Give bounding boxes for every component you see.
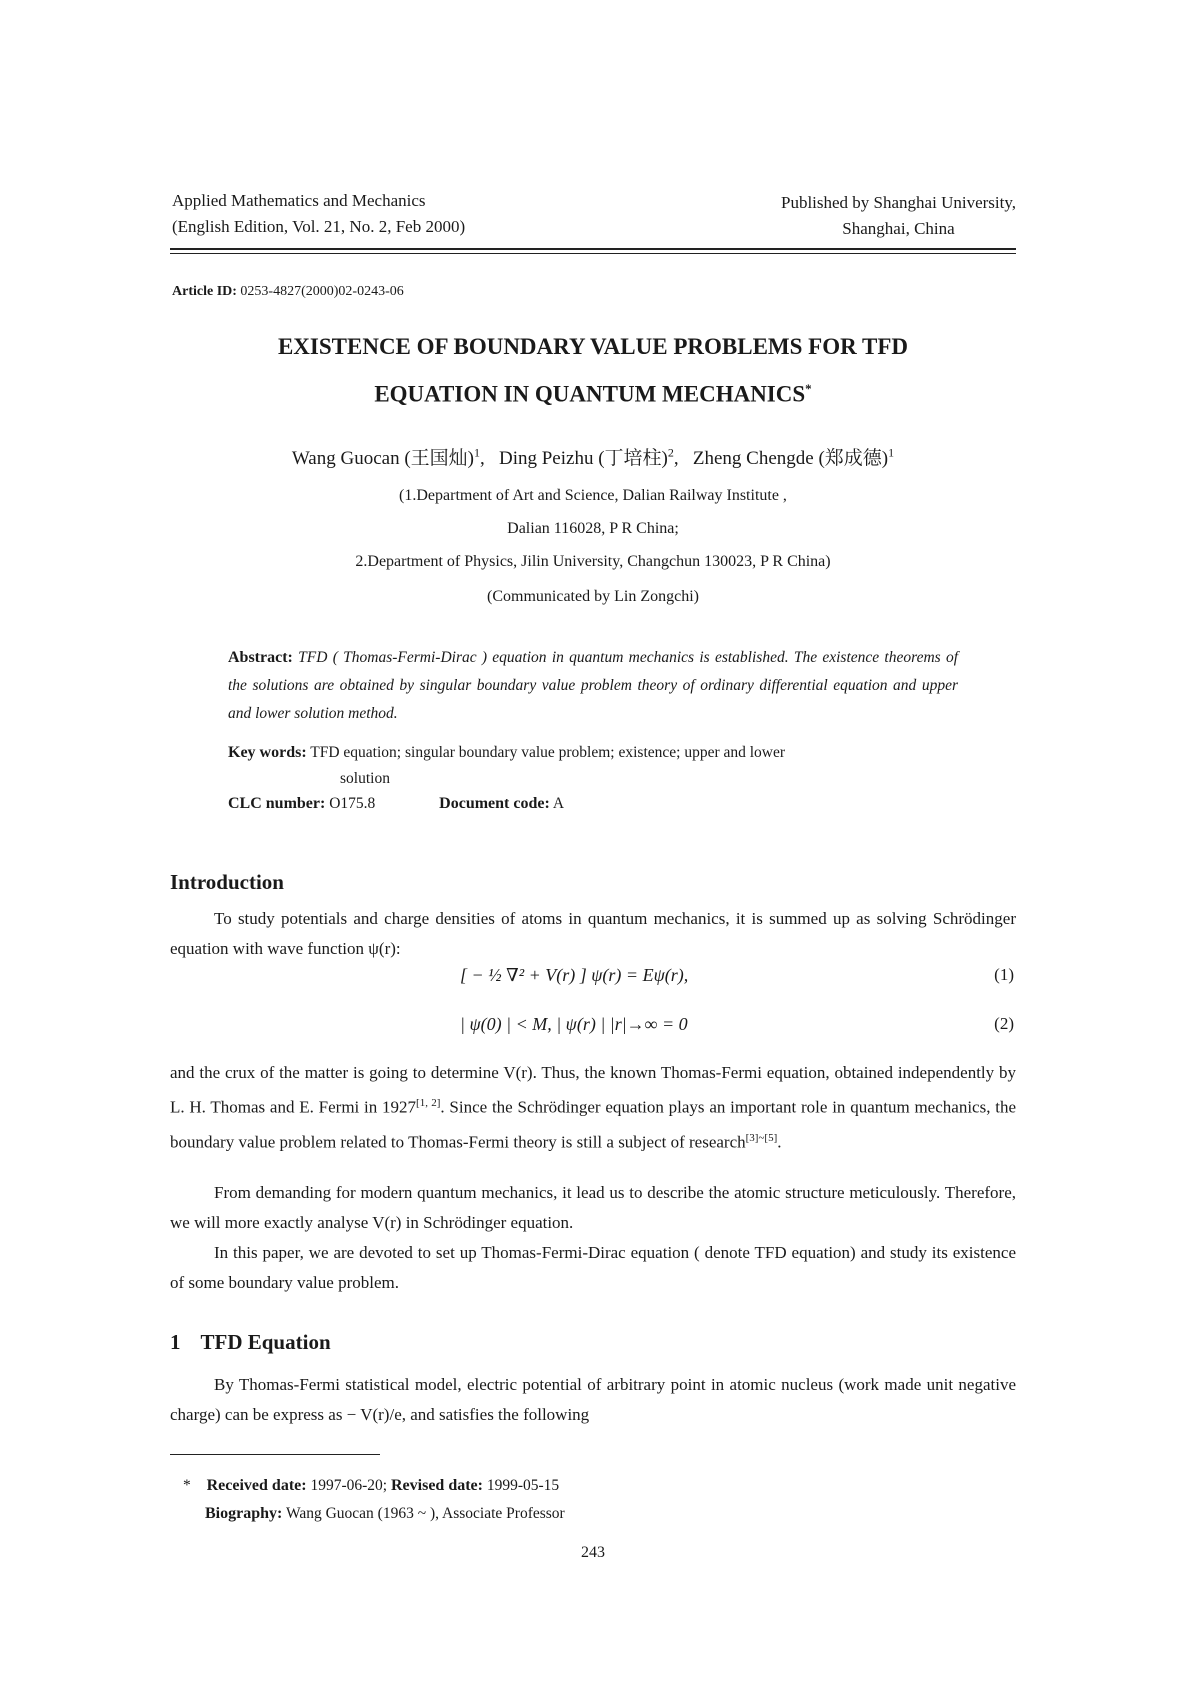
equation-1: [ − ½ ∇² + V(r) ] ψ(r) = Eψ(r), (460, 965, 689, 985)
author-separator: , (479, 448, 495, 469)
citation: [1, 2] (416, 1097, 441, 1109)
section-heading-introduction: Introduction (170, 870, 284, 894)
title-line-1: EXISTENCE OF BOUNDARY VALUE PROBLEMS FOR TFD (277, 334, 909, 359)
equation-number: (2) (994, 1014, 1014, 1033)
affiliation-line: 2.Department of Physics, Jilin University, Changchun 130023, P R China) (355, 553, 831, 570)
publisher-name: Published by Shanghai University, (781, 193, 1016, 212)
author-name: Zheng Chengde (郑成德) (692, 448, 889, 469)
classification (228, 795, 564, 813)
footnote-dates (183, 1472, 560, 1500)
journal-edition: (English Edition, Vol. 21, No. 2, Feb 2000) (172, 217, 466, 236)
title-footnote-mark: * (805, 381, 812, 396)
biography-text: Wang Guocan (1963 ~ ), Associate Professor (285, 1505, 565, 1522)
paragraph-text: and the crux of the matter is going to determine V(r). Thus, the known Thomas-Fermi equation, obtained independently by L. H. Thomas and E. Fermi in 1927 (170, 1063, 1016, 1117)
author-affiliation-mark: 2 (667, 445, 674, 460)
author-affiliation-mark: 1 (473, 445, 480, 460)
paragraph (170, 1058, 1016, 1157)
publisher-location: Shanghai, China (842, 219, 955, 238)
publisher-header (781, 190, 1016, 242)
author-affiliation-mark: 1 (888, 445, 895, 460)
journal-name: Applied Mathematics and Mechanics (172, 191, 426, 210)
received-date: 1997-06-20; (310, 1477, 388, 1494)
paragraph: In this paper, we are devoted to set up Thomas-Fermi-Dirac equation ( denote TFD equation) and study its existence of some boundary value problem. (170, 1243, 1016, 1292)
article-id (172, 284, 404, 300)
equation-number: (1) (994, 965, 1014, 984)
abstract (228, 644, 958, 728)
header-rule-thick (170, 248, 1016, 250)
affiliation-line: (1.Department of Art and Science, Dalian Railway Institute , (399, 487, 787, 504)
keywords-text: TFD equation; singular boundary value problem; existence; upper and lower (310, 744, 786, 761)
document-code-label: Document code: (439, 795, 550, 812)
keywords-continuation: solution (340, 770, 390, 787)
footnote-rule (170, 1454, 380, 1455)
author-separator: , (673, 448, 689, 469)
paragraph-text: . (777, 1132, 782, 1152)
journal-header (172, 188, 465, 240)
keywords-label: Key words: (228, 744, 307, 761)
paragraph-text: . Since the Schrödinger equation plays an important role in quantum mechanics, the boundary value problem related to Thomas-Fermi theory is still a subject of research (170, 1097, 1016, 1152)
clc-label: CLC number: (228, 795, 326, 812)
section-heading (170, 1330, 331, 1355)
title-line-2: EQUATION IN QUANTUM MECHANICS (374, 381, 806, 407)
article-id-value: 0253-4827(2000)02-0243-06 (240, 284, 404, 299)
communicated-by: (Communicated by Lin Zongchi) (487, 588, 699, 605)
equation-2: | ψ(0) | < M, | ψ(r) | |r|→∞ = 0 (460, 1014, 688, 1034)
biography-label: Biography: (205, 1505, 283, 1522)
paragraph: From demanding for modern quantum mechanics, it lead us to describe the atomic structure meticulously. Therefore, we will more exactly analyse V(r) in Schrödinger equation. (170, 1183, 1016, 1232)
footnote-biography (205, 1500, 565, 1528)
revised-date: 1999-05-15 (486, 1477, 560, 1494)
section-number: 1 (170, 1330, 181, 1354)
abstract-label: Abstract: (228, 649, 293, 666)
document-code-value: A (552, 795, 565, 812)
author-list (0, 443, 1186, 470)
author-name: Wang Guocan (王国灿) (291, 448, 474, 469)
received-label: Received date: (206, 1477, 307, 1494)
section-title: TFD Equation (200, 1330, 331, 1354)
article-id-label: Article ID: (172, 284, 237, 299)
revised-label: Revised date: (390, 1477, 483, 1494)
footnote-mark: * (183, 1477, 191, 1494)
keywords (228, 740, 958, 792)
paragraph: By Thomas-Fermi statistical model, electric potential of arbitrary point in atomic nucleus (work made unit negative charge) can be express as − V(r)/e, and satisfies the following (170, 1375, 1016, 1424)
header-rule-thin (170, 253, 1016, 254)
paragraph: To study potentials and charge densities of atoms in quantum mechanics, it is summed up as solving Schrödinger equation with wave function ψ(r): (170, 909, 1016, 958)
page-number: 243 (581, 1544, 605, 1561)
clc-value: O175.8 (329, 795, 376, 812)
affiliation-line: Dalian 116028, P R China; (507, 520, 679, 537)
paper-title (0, 326, 1186, 416)
citation: [3]~[5] (745, 1131, 778, 1144)
abstract-text: TFD ( Thomas-Fermi-Dirac ) equation in quantum mechanics is established. The existence theorems of the solutions are obtained by singular boundary value problem theory of ordinary differential equation and upper and lower solution method. (228, 649, 959, 722)
author-name: Ding Peizhu (丁培柱) (498, 448, 668, 469)
